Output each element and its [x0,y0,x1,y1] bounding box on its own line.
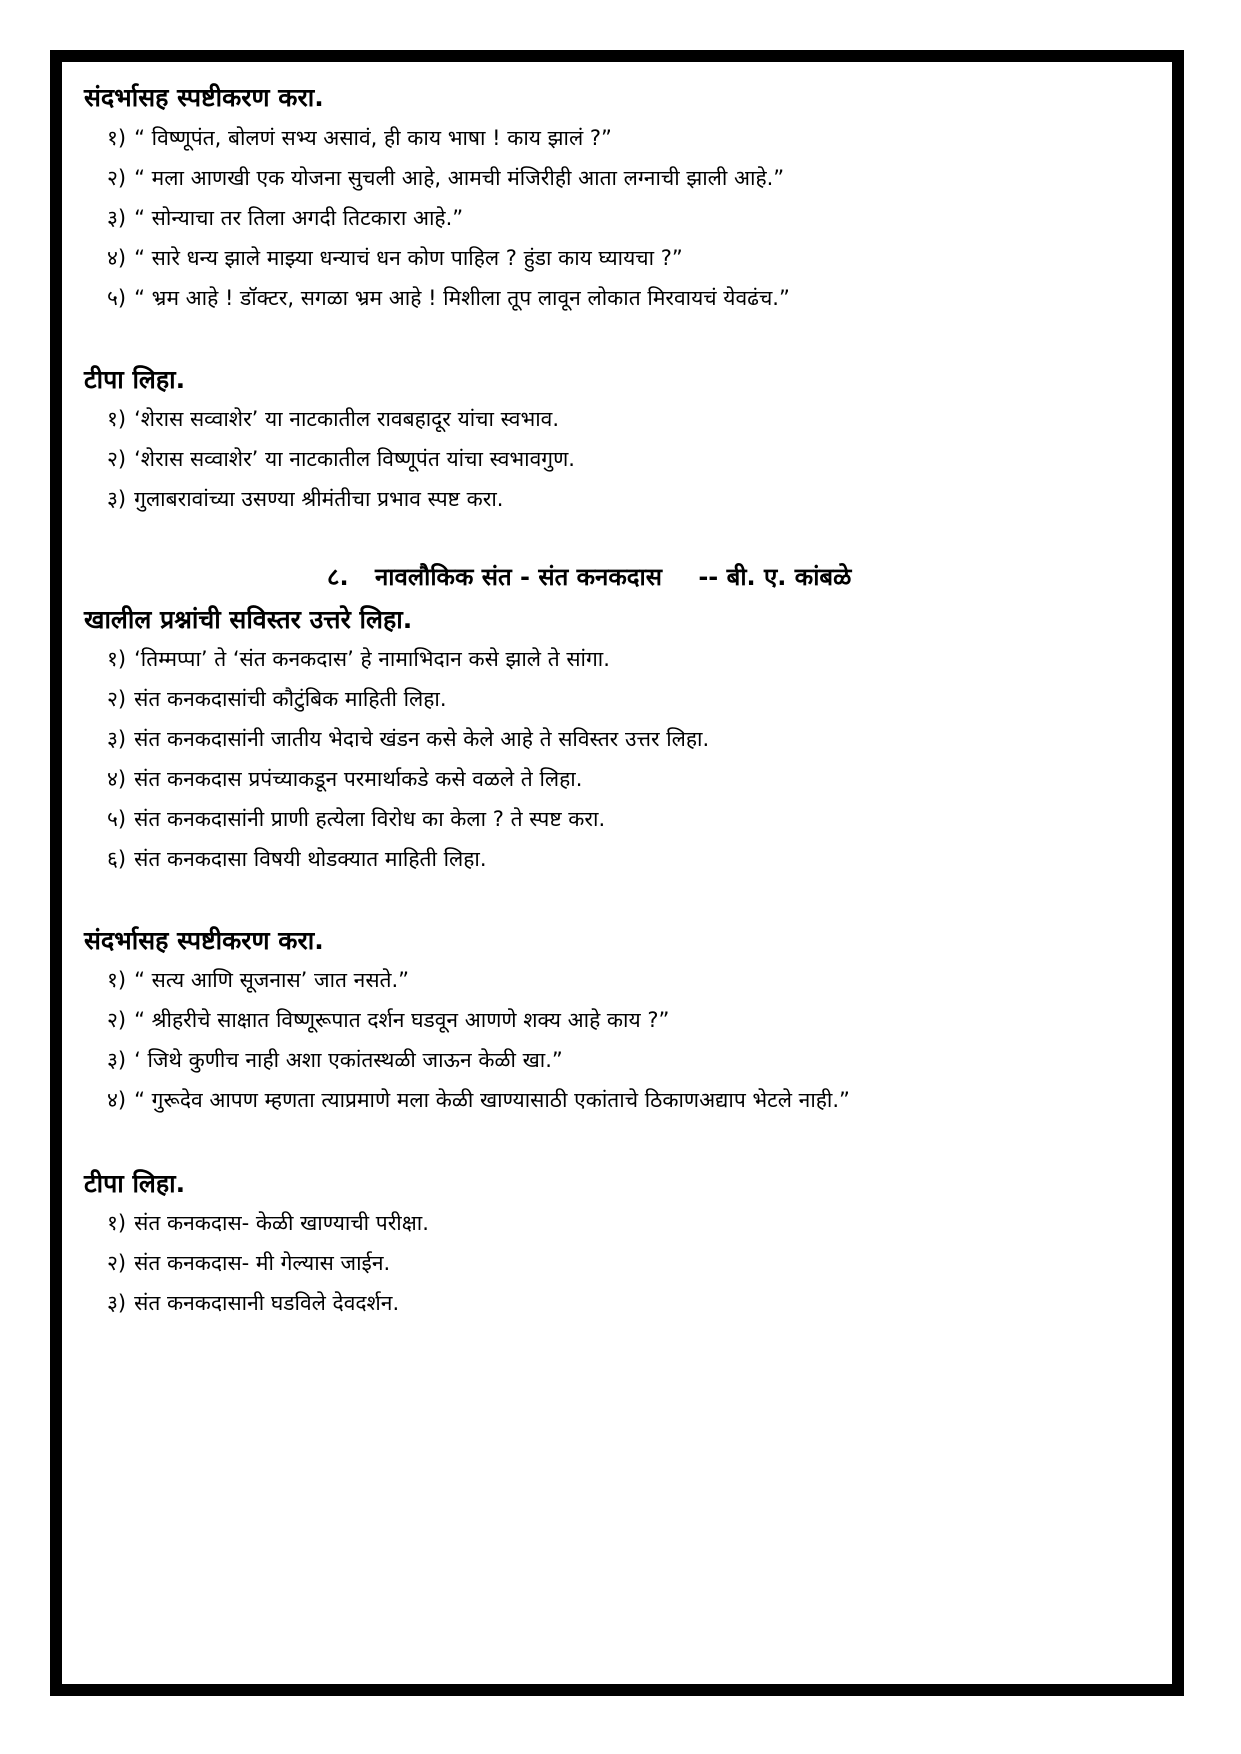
list-item: २) संत कनकदास- मी गेल्यास जाईन. [107,1251,391,1275]
list-item: ४) संत कनकदास प्रपंच्याकडून परमार्थाकडे कसे वळले ते लिहा. [107,767,583,791]
section-heading: संदर्भासह स्पष्टीकरण करा. [84,926,324,955]
list-item: २) “ श्रीहरीचे साक्षात विष्णूरूपात दर्शन घडवून आणणे शक्य आहे काय ?” [107,1008,670,1032]
section-heading: खालील प्रश्नांची सविस्तर उत्तरे लिहा. [84,605,413,634]
list-item: २) संत कनकदासांची कौटुंबिक माहिती लिहा. [107,687,447,711]
list-item: ३) गुलाबरावांच्या उसण्या श्रीमंतीचा प्रभाव स्पष्ट करा. [107,487,504,511]
section-heading: टीपा लिहा. [84,1169,186,1198]
list-item: ४) “ सारे धन्य झाले माझ्या धन्याचं धन कोण पाहिल ? हुंडा काय घ्यायचा ?” [107,246,683,270]
section-heading: टीपा लिहा. [84,365,186,394]
list-item: १) संत कनकदास- केळी खाण्याची परीक्षा. [107,1211,429,1235]
list-item: १) “ सत्य आणि सूजनास’ जात नसते.” [107,968,410,992]
list-item: १) “ विष्णूपंत, बोलणं सभ्य असावं, ही काय भाषा ! काय झालं ?” [107,126,612,150]
list-item: ३) संत कनकदासांनी जातीय भेदाचे खंडन कसे केले आहे ते सविस्तर उत्तर लिहा. [107,727,710,751]
chapter-number: ८. [327,563,349,591]
list-item: ३) ‘ जिथे कुणीच नाही अशा एकांतस्थळी जाऊन केळी खा.” [107,1048,563,1072]
list-item: ५) संत कनकदासांनी प्राणी हत्येला विरोध का केला ? ते स्पष्ट करा. [107,807,606,831]
chapter-title [327,560,851,593]
list-item: १) ‘शेरास सव्वाशेर’ या नाटकातील रावबहादूर यांचा स्वभाव. [107,407,560,431]
list-item: ३) “ सोन्याचा तर तिला अगदी तिटकारा आहे.” [107,206,464,230]
chapter-author: -- बी. ए. कांबळे [698,563,852,591]
list-item: ५) “ भ्रम आहे ! डॉक्टर, सगळा भ्रम आहे ! मिशीला तूप लावून लोकात मिरवायचं येवढंच.” [107,286,790,310]
list-item: २) ‘शेरास सव्वाशेर’ या नाटकातील विष्णूपंत यांचा स्वभावगुण. [107,447,575,471]
section-heading: संदर्भासह स्पष्टीकरण करा. [84,83,324,112]
list-item: २) “ मला आणखी एक योजना सुचली आहे, आमची मंजिरीही आता लग्नाची झाली आहे.” [107,166,785,190]
list-item: ३) संत कनकदासानी घडविले देवदर्शन. [107,1291,400,1315]
chapter-name: नावलौकिक संत - संत कनकदास [374,563,662,591]
page-border [50,50,1184,1696]
list-item: १) ‘तिम्मप्पा’ ते ‘संत कनकदास’ हे नामाभिदान कसे झाले ते सांगा. [107,647,610,671]
list-item: ६) संत कनकदासा विषयी थोडक्यात माहिती लिहा. [107,847,487,871]
list-item: ४) “ गुरूदेव आपण म्हणता त्याप्रमाणे मला केळी खाण्यासाठी एकांताचे ठिकाणअद्याप भेटले नाही.” [107,1088,850,1112]
